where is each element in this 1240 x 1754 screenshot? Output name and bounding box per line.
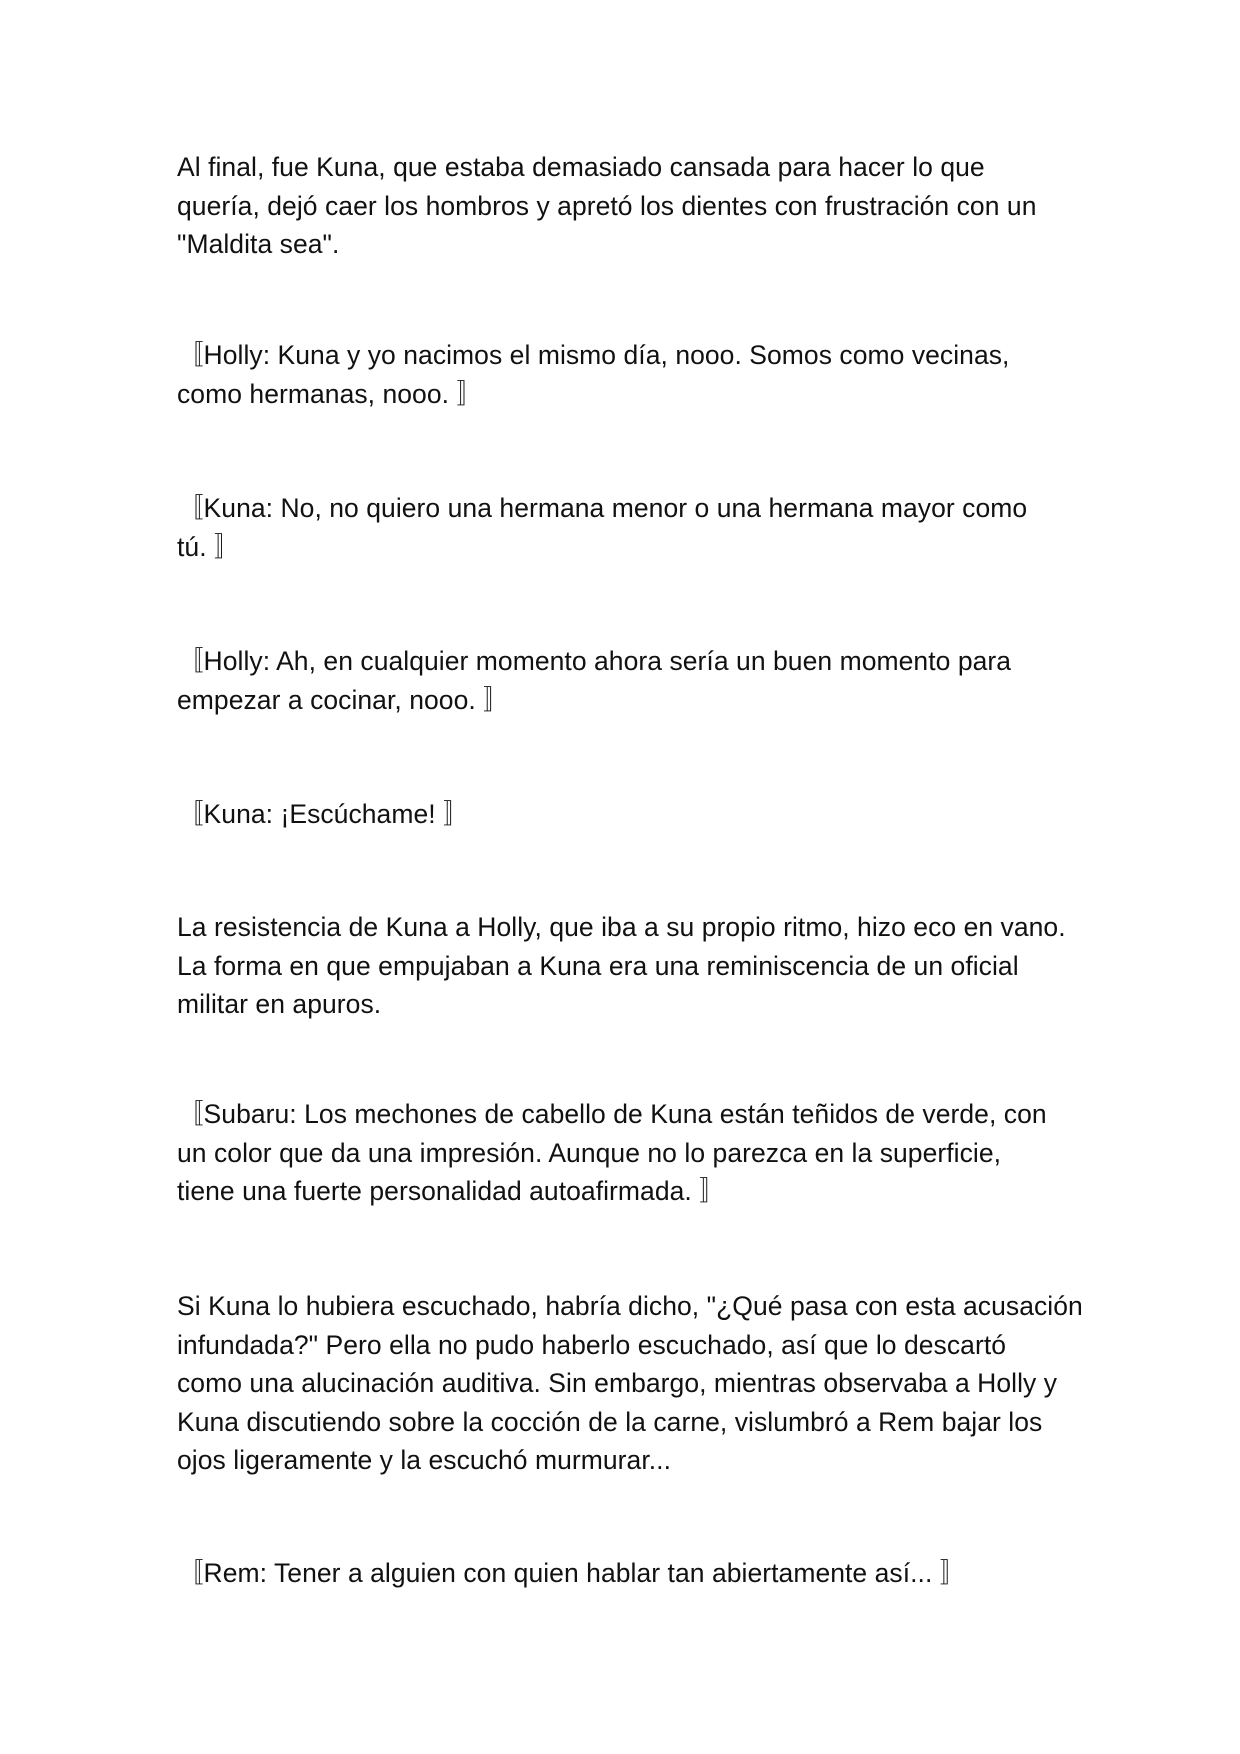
dialogue-paragraph-subaru — [177, 1095, 1077, 1211]
dialogue-paragraph-kuna — [177, 489, 1077, 566]
dialogue-paragraph-holly — [177, 336, 1077, 413]
dialogue-paragraph-kuna — [177, 795, 1077, 834]
text-line: empezar a cocinar, nooo. 〛 — [177, 684, 510, 715]
text-line: un color que da una impresión. Aunque no lo parezca en la superficie, — [177, 1137, 1002, 1168]
text-line: 〚Holly: Kuna y yo nacimos el mismo día, nooo. Somos como vecinas, — [177, 340, 1010, 370]
narration-paragraph — [177, 1287, 1083, 1480]
dialogue-paragraph-rem — [177, 1554, 1077, 1593]
text-line: La forma en que empujaban a Kuna era una reminiscencia de un oficial — [177, 950, 1019, 981]
text-line: ojos ligeramente y la escuchó murmurar... — [177, 1445, 671, 1475]
text-line: tú. 〛 — [177, 531, 241, 562]
text-line: La resistencia de Kuna a Holly, que iba a su propio ritmo, hizo eco en vano. — [177, 912, 1066, 942]
text-line: 〚Subaru: Los mechones de cabello de Kuna están teñidos de verde, con — [177, 1099, 1047, 1129]
narration-paragraph — [177, 908, 1077, 1024]
text-line: tiene una fuerte personalidad autoafirmada. 〛 — [177, 1176, 726, 1206]
text-line: Kuna discutiendo sobre la cocción de la carne, vislumbró a Rem bajar los — [177, 1406, 1043, 1437]
text-line: 〚Rem: Tener a alguien con quien hablar tan abiertamente así... 〛 — [177, 1558, 967, 1588]
text-line: militar en apuros. — [177, 989, 382, 1019]
text-line: como hermanas, nooo. 〛 — [177, 378, 484, 409]
dialogue-paragraph-holly — [177, 642, 1077, 719]
text-line: 〚Kuna: No, no quiero una hermana menor o una hermana mayor como — [177, 493, 1028, 523]
narration-paragraph — [177, 148, 1077, 264]
text-line: quería, dejó caer los hombros y apretó los dientes con frustración con un — [177, 190, 1037, 221]
text-line: 〚Holly: Ah, en cualquier momento ahora sería un buen momento para — [177, 646, 1012, 676]
text-line: Si Kuna lo hubiera escuchado, habría dicho, "¿Qué pasa con esta acusación — [177, 1291, 1083, 1321]
text-line: infundada?" Pero ella no pudo haberlo escuchado, así que lo descartó — [177, 1329, 1007, 1360]
text-line: como una alucinación auditiva. Sin embargo, mientras observaba a Holly y — [177, 1368, 1058, 1398]
text-line: 〚Kuna: ¡Escúchame! 〛 — [177, 799, 470, 829]
text-line: "Maldita sea". — [177, 229, 340, 259]
text-line: Al final, fue Kuna, que estaba demasiado cansada para hacer lo que — [177, 152, 985, 182]
